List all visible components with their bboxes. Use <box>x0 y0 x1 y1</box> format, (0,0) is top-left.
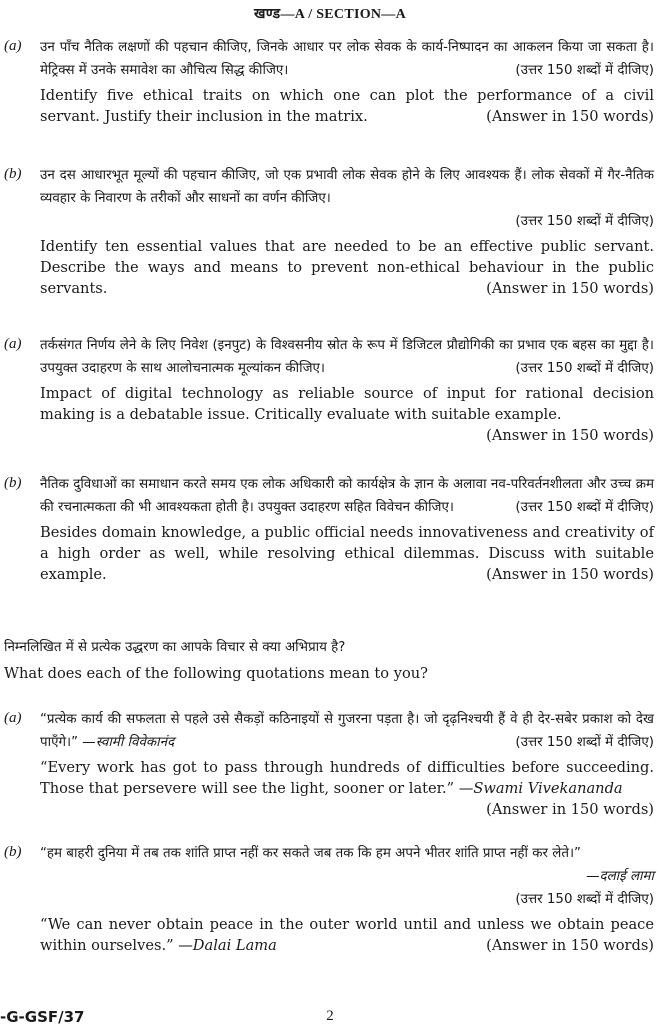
quote-text-hindi: “प्रत्येक कार्य की सफलता से पहले उसे सैकड़ों कठिनाइयों से गुजरना पड़ता है। जो दृढ़निश्चयी हैं वे ही देर-सबेर प्रकाश को देख पाएँगे।” —स्वामी विवेकानंद (उत्तर 150 शब्दों में दीजिए) <box>40 708 654 754</box>
answer-limit-english: (Answer in 150 words) <box>486 280 654 297</box>
quote-author-english: —Dalai Lama <box>178 937 277 954</box>
answer-limit-english: (Answer in 150 words) <box>486 801 654 818</box>
intro-hindi: निम्नलिखित में से प्रत्येक उद्धरण का आपके विचार से क्या अभिप्राय है? <box>4 640 346 655</box>
question-text-english: Impact of digital technology as reliable source of input for rational decision making is a debatable issue. Critically evaluate with suitable example. <box>40 385 654 423</box>
answer-limit-hindi: (उत्तर 150 शब्दों में दीजिए) <box>515 361 654 376</box>
answer-limit-hindi: (उत्तर 150 शब्दों में दीजिए) <box>515 735 654 750</box>
question-label: (a) <box>4 710 22 726</box>
quotations-intro <box>4 636 654 684</box>
question-a-1 <box>4 36 654 127</box>
answer-limit-hindi: (उत्तर 150 शब्दों में दीजिए) <box>515 500 654 515</box>
question-text-english: Identify five ethical traits on which one can plot the performance of a civil servant. Justify their inclusion in the matrix. (Answer in 150 words) <box>40 87 654 125</box>
quote-author-hindi: —दलाई लामा <box>586 869 654 884</box>
answer-limit-hindi: (उत्तर 150 शब्दों में दीजिए) <box>515 63 654 78</box>
question-text-hindi: तर्कसंगत निर्णय लेने के लिए निवेश (इनपुट) के विश्वसनीय स्रोत के रूप में डिजिटल प्रौद्योगिकी का प्रभाव एक बहस का मुद्दा है। उपयुक्त उदाहरण के साथ आलोचनात्मक मूल्यांकन कीजिए। (उत्तर 150 शब्दों में दीजिए) <box>40 334 654 380</box>
question-a-2 <box>4 334 654 446</box>
quotation-b <box>4 842 654 956</box>
quote-text-english: “We can never obtain peace in the outer world until and unless we obtain peace within ourselves.” —Dalai Lama (Answer in 150 words) <box>40 916 654 954</box>
question-text-hindi: उन दस आधारभूत मूल्यों की पहचान कीजिए, जो एक प्रभावी लोक सेवक होने के लिए आवश्यक हैं। लोक सेवकों में गैर-नैतिक व्यवहार के निवारण के तरीकों और साधनों का वर्णन कीजिए। <box>40 168 654 206</box>
question-b-1 <box>4 164 654 299</box>
question-label: (a) <box>4 38 22 54</box>
quote-text-english: “Every work has got to pass through hundreds of difficulties before succeeding. Those that persevere will see the light, sooner or later.” —Swami Vivekananda <box>40 759 654 797</box>
quotation-a <box>4 708 654 820</box>
question-label: (b) <box>4 166 22 182</box>
question-label: (b) <box>4 844 22 860</box>
question-label: (a) <box>4 336 22 352</box>
intro-english: What does each of the following quotations mean to you? <box>4 665 428 682</box>
question-b-2 <box>4 473 654 585</box>
question-text-english: Besides domain knowledge, a public official needs innovativeness and creativity of a high order as well, while resolving ethical dilemmas. Discuss with suitable example. (Answer in 150 words) <box>40 524 654 583</box>
answer-limit-english: (Answer in 150 words) <box>486 427 654 444</box>
answer-limit-hindi: (उत्तर 150 शब्दों में दीजिए) <box>515 892 654 907</box>
quote-author-english: —Swami Vivekananda <box>458 780 623 797</box>
quote-text-hindi: “हम बाहरी दुनिया में तब तक शांति प्राप्त नहीं कर सकते जब तक कि हम अपने भीतर शांति प्राप्त नहीं कर लेते।” <box>40 846 581 861</box>
question-text-hindi: नैतिक दुविधाओं का समाधान करते समय एक लोक अधिकारी को कार्यक्षेत्र के ज्ञान के अलावा नव-परिवर्तनशीलता और उच्च क्रम की रचनात्मकता की भी आवश्यकता होती है। उपयुक्त उदाहरण सहित विवेचन कीजिए। (उत्तर 150 शब्दों में दीजिए) <box>40 473 654 519</box>
question-text-hindi: उन पाँच नैतिक लक्षणों की पहचान कीजिए, जिनके आधार पर लोक सेवक के कार्य-निष्पादन का आकलन किया जा सकता है। मेट्रिक्स में उनके समावेश का औचित्य सिद्ध कीजिए। (उत्तर 150 शब्दों में दीजिए) <box>40 36 654 82</box>
question-label: (b) <box>4 475 22 491</box>
paper-code: -G-GSF/37 <box>0 1008 85 1026</box>
page-number: 2 <box>326 1008 334 1024</box>
quote-author-hindi: —स्वामी विवेकानंद <box>82 735 175 750</box>
answer-limit-hindi: (उत्तर 150 शब्दों में दीजिए) <box>515 214 654 229</box>
answer-limit-english: (Answer in 150 words) <box>486 108 654 125</box>
question-text-english: Identify ten essential values that are needed to be an effective public servant. Describe the ways and means to prevent non-ethical behaviour in the public servants. (Answer in 150 words) <box>40 238 654 297</box>
answer-limit-english: (Answer in 150 words) <box>486 937 654 954</box>
answer-limit-english: (Answer in 150 words) <box>486 566 654 583</box>
section-heading: खण्ड—A / SECTION—A <box>253 7 407 22</box>
